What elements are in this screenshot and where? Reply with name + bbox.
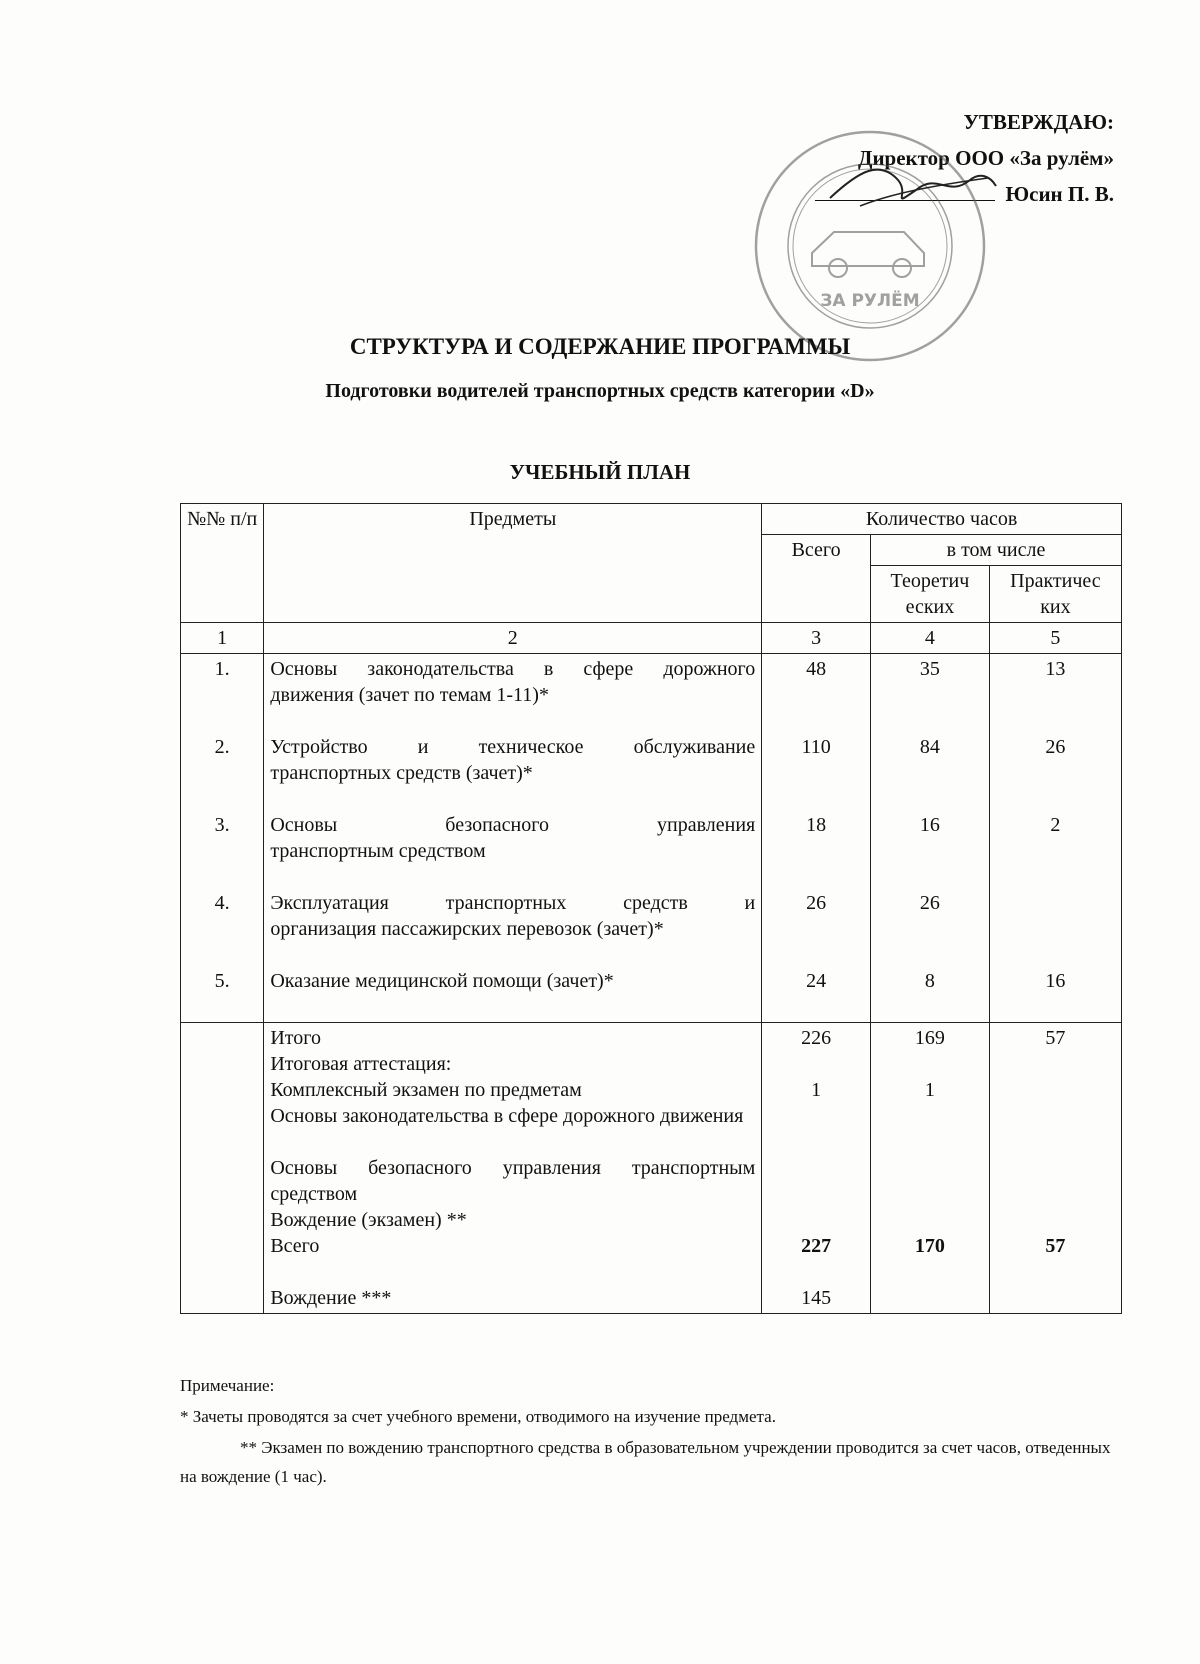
row-numbers bbox=[181, 654, 264, 1023]
row-total: 18 bbox=[806, 814, 827, 836]
row-num: 2. bbox=[214, 736, 230, 758]
subject-name: Эксплуатация транспортных средств и организация пассажирских перевозок (зачет)* bbox=[270, 892, 756, 940]
row-num: 4. bbox=[214, 892, 230, 914]
totals bbox=[762, 654, 871, 1023]
summary-practice bbox=[989, 1023, 1121, 1314]
header-subjects: Предметы bbox=[264, 504, 762, 623]
subjects-body bbox=[181, 654, 1122, 1023]
row-num: 1. bbox=[214, 658, 230, 680]
col-number: 5 bbox=[989, 623, 1121, 654]
summary-grand: Всего bbox=[270, 1235, 320, 1257]
row-total: 48 bbox=[806, 658, 827, 680]
subject-name: Оказание медицинской помощи (зачет)* bbox=[270, 970, 614, 992]
summary-labels bbox=[264, 1023, 762, 1314]
row-total: 26 bbox=[806, 892, 827, 914]
approval-position: Директор ООО «За рулём» bbox=[858, 146, 1114, 171]
row-theory: 16 bbox=[919, 814, 940, 836]
header-theory: Теоретич еских bbox=[870, 566, 989, 623]
subject-name: Основы безопасного управления транспортным средством bbox=[270, 814, 756, 862]
header-including: в том числе bbox=[870, 535, 1121, 566]
note-2: ** Экзамен по вождению транспортного средства в образовательном учреждении проводится за счет часов, отведенных на вождение (1 час). bbox=[180, 1437, 1111, 1486]
notes-label: Примечание: bbox=[180, 1376, 275, 1395]
summary-driving-total: 145 bbox=[801, 1287, 832, 1309]
approval-heading: УТВЕРЖДАЮ: bbox=[963, 110, 1114, 134]
row-num: 5. bbox=[214, 970, 230, 992]
header-num: №№ п/п bbox=[181, 504, 264, 623]
summary-driving-exam: Вождение (экзамен) ** bbox=[270, 1209, 467, 1231]
summary-complex-exam: Комплексный экзамен по предметам bbox=[270, 1079, 582, 1101]
subject-name: Основы законодательства в сфере дорожного движения (зачет по темам 1-11)* bbox=[270, 658, 756, 706]
col-number: 2 bbox=[264, 623, 762, 654]
row-theory: 35 bbox=[919, 658, 940, 680]
plan-title: УЧЕБНЫЙ ПЛАН bbox=[509, 460, 691, 484]
summary-itogo-theory: 169 bbox=[914, 1027, 945, 1049]
subject-names bbox=[264, 654, 762, 1023]
summary-theory bbox=[870, 1023, 989, 1314]
row-num: 3. bbox=[214, 814, 230, 836]
curriculum-table bbox=[180, 503, 1122, 1314]
header-total: Всего bbox=[762, 535, 871, 623]
summary-num-cell bbox=[181, 1023, 264, 1314]
summary-grand-practice: 57 bbox=[1045, 1235, 1066, 1257]
row-theory: 26 bbox=[919, 892, 940, 914]
col-number: 1 bbox=[181, 623, 264, 654]
summary-attestation: Итоговая аттестация: bbox=[270, 1053, 452, 1075]
subject-name: Устройство и техническое обслуживание транспортных средств (зачет)* bbox=[270, 736, 756, 784]
header-row bbox=[181, 504, 1122, 535]
row-total: 24 bbox=[806, 970, 827, 992]
header-hours: Количество часов bbox=[762, 504, 1122, 535]
row-practice bbox=[996, 890, 1115, 968]
theory-hours bbox=[870, 654, 989, 1023]
summary-law-basics: Основы законодательства в сфере дорожного движения bbox=[270, 1105, 744, 1127]
summary-body bbox=[181, 1023, 1122, 1314]
summary-complex-theory: 1 bbox=[924, 1079, 935, 1101]
summary-grand-theory: 170 bbox=[914, 1235, 945, 1257]
summary-complex-total: 1 bbox=[811, 1079, 822, 1101]
summary-grand-total: 227 bbox=[801, 1235, 832, 1257]
col-number: 4 bbox=[870, 623, 989, 654]
summary-driving: Вождение *** bbox=[270, 1287, 392, 1309]
summary-totals bbox=[762, 1023, 871, 1314]
header-practice: Практичес ких bbox=[989, 566, 1121, 623]
notes-block bbox=[180, 1372, 1122, 1494]
summary-itogo: Итого bbox=[270, 1027, 321, 1049]
summary-itogo-total: 226 bbox=[801, 1027, 832, 1049]
row-total: 110 bbox=[801, 736, 831, 758]
row-theory: 8 bbox=[924, 970, 935, 992]
row-practice: 26 bbox=[1045, 736, 1066, 758]
director-signature bbox=[820, 150, 1000, 220]
row-theory: 84 bbox=[919, 736, 940, 758]
seal-center-text: ЗА РУЛЁМ bbox=[820, 291, 920, 311]
summary-itogo-practice: 57 bbox=[1045, 1027, 1066, 1049]
practice-hours bbox=[989, 654, 1121, 1023]
approval-name: Юсин П. В. bbox=[1005, 182, 1114, 207]
summary-safe-driving: Основы безопасного управления транспортным средством bbox=[270, 1157, 756, 1205]
page-subtitle: Подготовки водителей транспортных средств категории «D» bbox=[325, 380, 875, 402]
col-number: 3 bbox=[762, 623, 871, 654]
row-practice: 13 bbox=[1045, 658, 1066, 680]
column-number-row bbox=[181, 623, 1122, 654]
row-practice: 2 bbox=[1050, 814, 1061, 836]
note-1: * Зачеты проводятся за счет учебного времени, отводимого на изучение предмета. bbox=[180, 1406, 776, 1426]
page-title: СТРУКТУРА И СОДЕРЖАНИЕ ПРОГРАММЫ bbox=[349, 334, 851, 359]
row-practice: 16 bbox=[1045, 970, 1066, 992]
